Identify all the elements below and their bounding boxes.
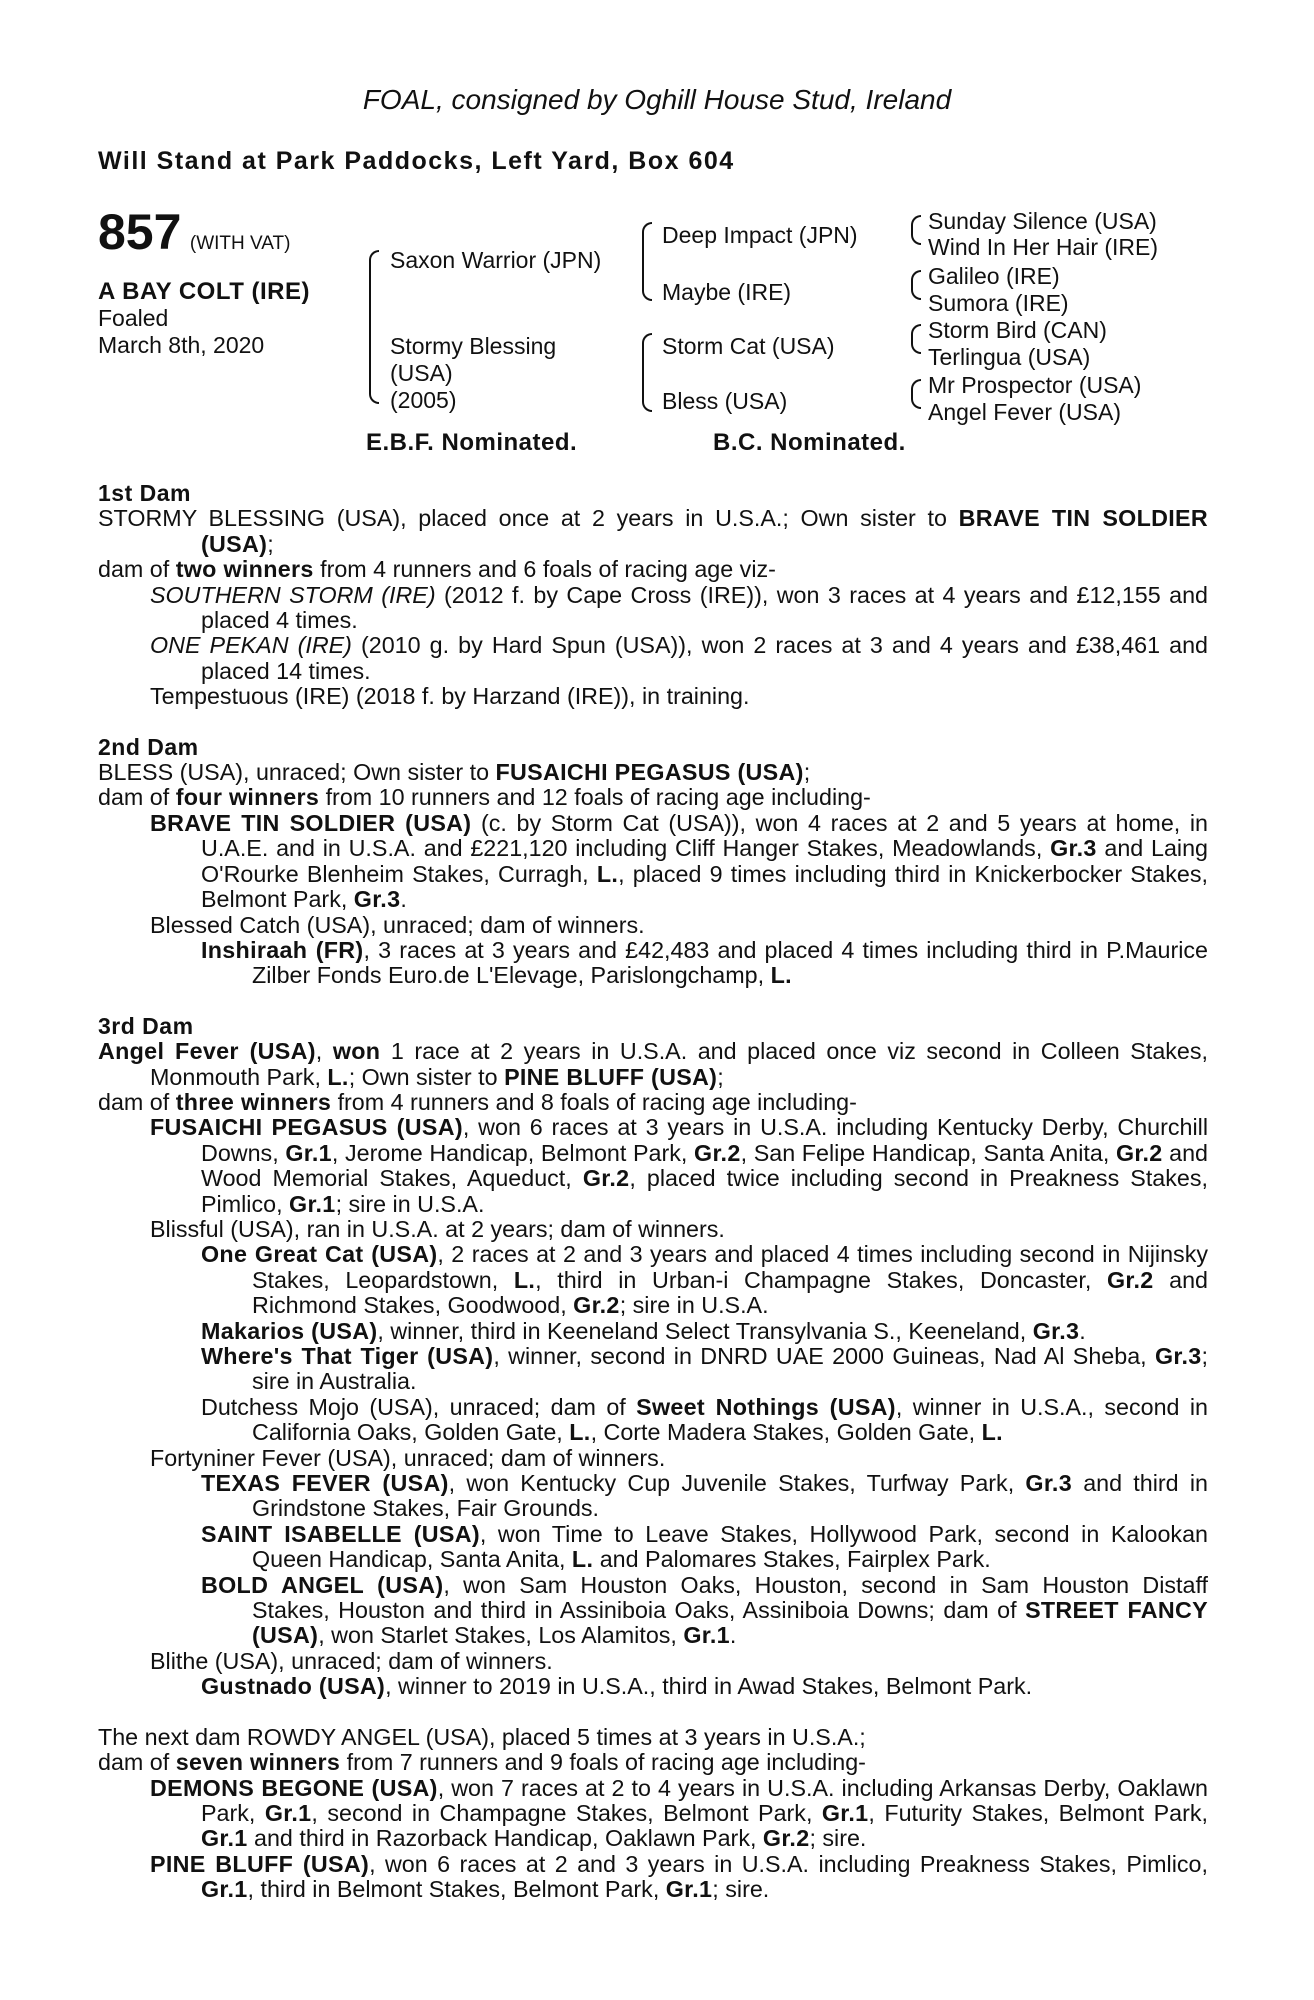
- dam-line-2: (USA): [390, 360, 453, 386]
- pedigree-brace: [642, 333, 652, 362]
- produce-entry: Makarios (USA), winner, third in Keeneland Select Transylvania S., Keeneland, Gr.3.: [201, 1317, 1086, 1344]
- produce-entry: BOLD ANGEL (USA), won Sam Houston Oaks, Houston, second in Sam Houston Distaff Stakes, Houston and third in Assiniboia Oaks, Assiniboia Downs; dam of STREET FANCY (USA), won Starlet Stakes, Los Alamitos, Gr.1.: [201, 1571, 1209, 1649]
- produce-entry: BRAVE TIN SOLDIER (USA) (c. by Storm Cat (USA)), won 4 races at 2 and 5 years at home, in U.A.E. and in U.S.A. and £221,120 including Cliff Hanger Stakes, Meadowlands, Gr.3 and Laing O'Rourke Blenheim Stakes, Curragh, L., placed 9 times including third in Knickerbocker Stakes, Belmont Park, Gr.3.: [150, 809, 1209, 913]
- produce-entry: FUSAICHI PEGASUS (USA), won 6 races at 3 years in U.S.A. including Kentucky Derby, Churchill Downs, Gr.1, Jerome Handicap, Belmont Park, Gr.2, San Felipe Handicap, Santa Anita, Gr.2 and Wood Memorial Stakes, Aqueduct, Gr.2, placed twice including second in Preakness Stakes, Pimlico, Gr.1; sire in U.S.A.: [150, 1114, 1209, 1217]
- produce-entry: Where's That Tiger (USA), winner, second in DNRD UAE 2000 Guineas, Nad Al Sheba, Gr.3; sire in Australia.: [201, 1343, 1208, 1395]
- first-dam-section: [98, 481, 1208, 710]
- sire-sire: Deep Impact (JPN): [662, 222, 858, 248]
- dam-entry: The next dam ROWDY ANGEL (USA), placed 5 times at 3 years in U.S.A.;: [98, 1723, 866, 1750]
- granddam-2: Sumora (IRE): [928, 290, 1069, 316]
- grandsire-1: Sunday Silence (USA): [928, 208, 1157, 234]
- horse-info: [98, 278, 310, 359]
- grandsire-2: Galileo (IRE): [928, 263, 1060, 289]
- produce-entry: Tempestuous (IRE) (2018 f. by Harzand (IRE)), in training.: [150, 683, 750, 710]
- lot-header: [98, 203, 291, 261]
- produce-entry: One Great Cat (USA), 2 races at 2 and 3 years and placed 4 times including second in Nijinsky Stakes, Leopardstown, L., third in Urban-i Champagne Stakes, Doncaster, Gr.2 and Richmond Stakes, Goodwood, Gr.2; sire in U.S.A.: [201, 1241, 1209, 1319]
- pedigree-brace: [642, 222, 652, 251]
- second-dam-section: [98, 735, 1208, 989]
- produce-entry: Blithe (USA), unraced; dam of winners.: [150, 1647, 553, 1674]
- dam-line-1: Stormy Blessing: [390, 333, 557, 359]
- foaled-label: Foaled: [98, 305, 169, 331]
- produce-entry: Blessed Catch (USA), unraced; dam of winners.: [150, 911, 645, 938]
- pedigree-brace: [911, 338, 921, 354]
- section-title: 3rd Dam: [98, 1012, 194, 1039]
- next-dam-section: [98, 1725, 1208, 1903]
- dam-sire: Storm Cat (USA): [662, 333, 835, 359]
- grandsire-3: Storm Bird (CAN): [928, 317, 1107, 343]
- dam-dam: Bless (USA): [662, 388, 788, 414]
- dam-entry: Angel Fever (USA), won 1 race at 2 years in U.S.A. and placed once viz second in Colleen Stakes, Monmouth Park, L.; Own sister to PINE BLUFF (USA);: [98, 1038, 1209, 1090]
- dam-summary: dam of four winners from 10 runners and 12 foals of racing age including-: [98, 784, 871, 811]
- foaled-date: March 8th, 2020: [98, 332, 265, 358]
- pedigree-brace: [642, 249, 652, 301]
- dam-entry: BLESS (USA), unraced; Own sister to FUSAICHI PEGASUS (USA);: [98, 759, 811, 786]
- third-dam-section: [98, 1014, 1208, 1700]
- dam-summary: dam of two winners from 4 runners and 6 foals of racing age viz-: [98, 556, 776, 583]
- granddam-1: Wind In Her Hair (IRE): [928, 234, 1159, 260]
- pedigree-brace: [911, 284, 921, 300]
- granddam-3: Terlingua (USA): [928, 344, 1091, 370]
- produce-entry: Fortyniner Fever (USA), unraced; dam of winners.: [150, 1444, 666, 1471]
- produce-entry: Inshiraah (FR), 3 races at 3 years and £42,483 and placed 4 times including third in P.Maurice Zilber Fonds Euro.de L'Elevage, Parislongchamp, L.: [201, 936, 1208, 989]
- lot-number: 857: [98, 204, 182, 260]
- grandsire-4: Mr Prospector (USA): [928, 372, 1142, 398]
- pedigree-brace: [369, 250, 379, 328]
- pedigree-brace: [369, 326, 379, 404]
- produce-record: [98, 481, 1208, 1903]
- sire-dam: Maybe (IRE): [662, 279, 792, 305]
- produce-entry: SAINT ISABELLE (USA), won Time to Leave Stakes, Hollywood Park, second in Kalookan Queen Handicap, Santa Anita, L. and Palomares Stakes, Fairplex Park.: [201, 1520, 1208, 1573]
- pedigree-brace: [911, 229, 921, 245]
- pedigree-brace: [911, 393, 921, 409]
- dam-summary: dam of seven winners from 7 runners and 9 foals of racing age including-: [98, 1749, 866, 1776]
- lot-vat: (WITH VAT): [189, 233, 291, 254]
- horse-description: A BAY COLT (IRE): [98, 278, 311, 305]
- section-title: 1st Dam: [98, 480, 191, 506]
- produce-entry: Blissful (USA), ran in U.S.A. at 2 years; dam of winners.: [150, 1215, 725, 1242]
- consignor-heading: FOAL, consigned by Oghill House Stud, Ireland: [362, 84, 952, 115]
- produce-entry: Gustnado (USA), winner to 2019 in U.S.A., third in Awad Stakes, Belmont Park.: [201, 1673, 1033, 1700]
- produce-entry: DEMONS BEGONE (USA), won 7 races at 2 to 4 years in U.S.A. including Arkansas Derby, Oaklawn Park, Gr.1, second in Champagne Stakes, Belmont Park, Gr.1, Futurity Stakes, Belmont Park, Gr.1 and third in Razorback Handicap, Oaklawn Park, Gr.2; sire.: [150, 1774, 1208, 1852]
- section-title: 2nd Dam: [98, 733, 199, 760]
- pedigree-brace: [642, 360, 652, 412]
- produce-entry: TEXAS FEVER (USA), won Kentucky Cup Juvenile Stakes, Turfway Park, Gr.3 and third in Grindstone Stakes, Fair Grounds.: [201, 1470, 1208, 1522]
- sire: Saxon Warrior (JPN): [390, 247, 602, 273]
- produce-entry: ONE PEKAN (IRE) (2010 g. by Hard Spun (USA)), won 2 races at 3 and 4 years and £38,461 and placed 14 times.: [150, 632, 1208, 684]
- dam-line-3: (2005): [390, 387, 457, 413]
- dam-summary: dam of three winners from 4 runners and 8 foals of racing age including-: [98, 1088, 857, 1115]
- produce-entry: PINE BLUFF (USA), won 6 races at 2 and 3 years in U.S.A. including Preakness Stakes, Pimlico, Gr.1, third in Belmont Stakes, Belmont Park, Gr.1; sire.: [150, 1850, 1208, 1903]
- granddam-4: Angel Fever (USA): [928, 399, 1122, 425]
- produce-entry: Dutchess Mojo (USA), unraced; dam of Sweet Nothings (USA), winner in U.S.A., second in California Oaks, Golden Gate, L., Corte Madera Stakes, Golden Gate, L.: [201, 1393, 1208, 1446]
- dam-entry: STORMY BLESSING (USA), placed once at 2 years in U.S.A.; Own sister to BRAVE TIN SOLDIER (USA);: [98, 505, 1208, 557]
- stand-location: Will Stand at Park Paddocks, Left Yard, Box 604: [98, 147, 735, 175]
- ebf-nominated: E.B.F. Nominated.: [366, 429, 578, 456]
- produce-entry: SOUTHERN STORM (IRE) (2012 f. by Cape Cross (IRE)), won 3 races at 4 years and £12,155 and placed 4 times.: [150, 581, 1208, 634]
- bc-nominated: B.C. Nominated.: [713, 429, 906, 456]
